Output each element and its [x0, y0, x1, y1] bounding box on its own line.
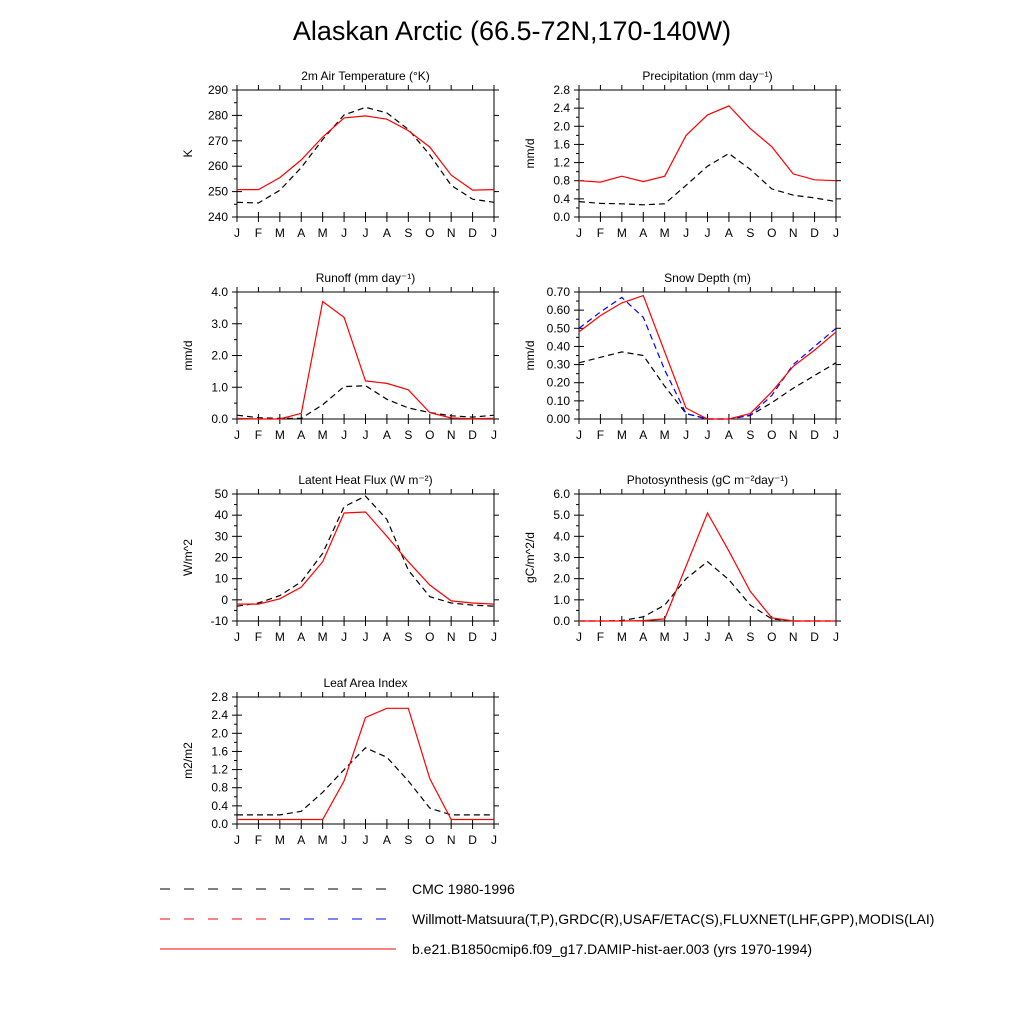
series-line-obs	[579, 154, 836, 205]
panel-title: 2m Air Temperature (°K)	[301, 69, 430, 83]
y-tick-label: 2.0	[553, 571, 570, 586]
chart-panel-2	[523, 69, 841, 240]
x-tick-label: J	[234, 428, 240, 442]
chart-panel-6	[523, 473, 841, 644]
legend-swatch-dashed-black	[158, 880, 398, 900]
y-tick-label: 0.30	[546, 357, 570, 372]
y-tick-label: 30	[214, 529, 228, 544]
chart-panel-5	[181, 473, 499, 644]
x-tick-label: J	[833, 428, 839, 442]
x-tick-label: A	[639, 630, 648, 644]
x-tick-label: J	[362, 226, 369, 240]
x-tick-label: S	[404, 833, 413, 847]
x-tick-label: O	[425, 833, 435, 847]
x-tick-label: O	[425, 226, 435, 240]
y-tick-label: 40	[214, 508, 228, 523]
x-tick-label: O	[425, 630, 435, 644]
x-tick-label: S	[746, 428, 755, 442]
x-tick-label: A	[639, 226, 648, 240]
plot-frame	[237, 292, 494, 419]
x-tick-label: M	[659, 630, 670, 644]
x-tick-label: A	[297, 428, 306, 442]
y-tick-label: 0.8	[211, 780, 228, 795]
y-tick-label: 2.8	[553, 83, 570, 97]
x-tick-label: M	[616, 428, 627, 442]
x-tick-label: J	[576, 226, 582, 240]
x-tick-label: S	[746, 630, 755, 644]
x-tick-label: M	[317, 833, 328, 847]
x-tick-label: J	[362, 833, 369, 847]
x-tick-label: M	[317, 428, 328, 442]
x-tick-label: N	[446, 226, 456, 240]
x-tick-label: A	[724, 428, 733, 442]
y-tick-label: 250	[207, 184, 228, 199]
x-tick-label: A	[297, 226, 306, 240]
x-tick-label: N	[788, 226, 798, 240]
y-tick-label: 0.20	[546, 375, 570, 390]
y-tick-label: 2.4	[211, 708, 228, 723]
x-tick-label: N	[446, 428, 456, 442]
series-line-model	[237, 708, 494, 819]
x-tick-label: M	[659, 428, 670, 442]
x-tick-label: A	[382, 833, 391, 847]
series-line-obs	[237, 107, 494, 203]
x-tick-label: F	[596, 428, 605, 442]
x-tick-label: D	[468, 428, 477, 442]
x-tick-label: F	[254, 630, 263, 644]
x-tick-label: J	[341, 226, 348, 240]
y-tick-label: 260	[207, 159, 228, 174]
x-tick-label: N	[446, 630, 456, 644]
x-tick-label: A	[724, 630, 733, 644]
x-tick-label: F	[254, 833, 263, 847]
x-tick-label: J	[683, 428, 690, 442]
y-tick-label: 0.8	[553, 173, 570, 188]
panel-title: Precipitation (mm day⁻¹)	[642, 69, 773, 83]
x-tick-label: S	[404, 226, 413, 240]
x-tick-label: A	[382, 428, 391, 442]
y-tick-label: 2.0	[211, 348, 228, 363]
series-line-obs	[579, 562, 836, 621]
series-line-model	[237, 116, 494, 190]
y-tick-label: 2.0	[211, 726, 228, 741]
chart-panel-4	[523, 271, 841, 442]
x-tick-label: D	[810, 428, 819, 442]
x-tick-label: J	[341, 428, 348, 442]
y-axis-label: mm/d	[181, 340, 195, 371]
x-tick-label: A	[382, 226, 391, 240]
x-tick-label: A	[382, 630, 391, 644]
y-tick-label: 2.0	[553, 119, 570, 134]
y-tick-label: -10	[210, 614, 228, 628]
x-tick-label: S	[404, 428, 413, 442]
y-tick-label: 0.00	[546, 412, 570, 426]
x-tick-label: D	[468, 833, 477, 847]
x-tick-label: A	[724, 226, 733, 240]
series-line-obs-alt	[579, 297, 836, 419]
x-tick-label: J	[683, 226, 690, 240]
y-tick-label: 1.2	[211, 762, 228, 777]
y-tick-label: 1.0	[211, 380, 228, 395]
x-tick-label: M	[274, 630, 285, 644]
y-tick-label: 0.40	[546, 339, 570, 354]
x-tick-label: J	[576, 630, 582, 644]
y-tick-label: 0.10	[546, 393, 570, 408]
y-tick-label: 2.8	[211, 690, 228, 704]
y-tick-label: 5.0	[553, 508, 570, 523]
legend-swatch-dashed-red-blue	[158, 910, 398, 930]
y-tick-label: 6.0	[553, 487, 570, 501]
x-tick-label: J	[704, 630, 711, 644]
panel-title: Photosynthesis (gC m⁻²day⁻¹)	[626, 473, 789, 487]
x-tick-label: O	[767, 630, 777, 644]
series-line-model	[579, 513, 836, 621]
x-tick-label: O	[767, 226, 777, 240]
y-tick-label: 0.4	[211, 798, 228, 813]
y-axis-label: mm/d	[523, 138, 537, 169]
x-tick-label: M	[317, 630, 328, 644]
series-line-model	[237, 512, 494, 604]
y-tick-label: 0.0	[211, 412, 228, 426]
plot-frame	[237, 90, 494, 217]
series-line-model	[579, 296, 836, 419]
y-tick-label: 1.6	[211, 744, 228, 759]
y-tick-label: 0.50	[546, 321, 570, 336]
y-tick-label: 0.0	[553, 614, 570, 628]
x-tick-label: J	[341, 833, 348, 847]
x-tick-label: A	[297, 630, 306, 644]
y-tick-label: 0	[221, 592, 228, 607]
x-tick-label: N	[788, 630, 798, 644]
y-tick-label: 0.70	[546, 285, 570, 299]
series-line-obs	[579, 352, 836, 419]
y-axis-label: mm/d	[523, 340, 537, 371]
x-tick-label: D	[810, 226, 819, 240]
y-axis-label: m2/m2	[181, 742, 195, 779]
x-tick-label: S	[404, 630, 413, 644]
x-tick-label: J	[833, 226, 839, 240]
x-tick-label: A	[297, 833, 306, 847]
plot-frame	[579, 292, 836, 419]
y-tick-label: 3.0	[211, 316, 228, 331]
x-tick-label: M	[274, 833, 285, 847]
x-tick-label: J	[362, 630, 369, 644]
y-tick-label: 290	[207, 83, 228, 97]
y-tick-label: 1.6	[553, 137, 570, 152]
legend-label: b.e21.B1850cmip6.f09_g17.DAMIP-hist-aer.003 (yrs 1970-1994)	[412, 941, 813, 957]
x-tick-label: J	[491, 630, 497, 644]
panel-title: Leaf Area Index	[323, 676, 408, 690]
y-tick-label: 50	[214, 487, 228, 501]
y-tick-label: 10	[214, 571, 228, 586]
x-tick-label: D	[810, 630, 819, 644]
legend-label: CMC 1980-1996	[412, 881, 515, 897]
x-tick-label: J	[234, 833, 240, 847]
x-tick-label: F	[596, 630, 605, 644]
x-tick-label: S	[746, 226, 755, 240]
x-tick-label: M	[274, 428, 285, 442]
x-tick-label: J	[704, 226, 711, 240]
x-tick-label: J	[234, 226, 240, 240]
y-tick-label: 1.0	[553, 592, 570, 607]
x-tick-label: J	[234, 630, 240, 644]
x-tick-label: J	[491, 428, 497, 442]
panel-title: Snow Depth (m)	[664, 271, 751, 285]
y-tick-label: 0.60	[546, 303, 570, 318]
y-tick-label: 4.0	[211, 285, 228, 299]
y-tick-label: 20	[214, 550, 228, 565]
x-tick-label: J	[491, 226, 497, 240]
series-line-obs	[237, 386, 494, 419]
y-tick-label: 270	[207, 133, 228, 148]
y-tick-label: 0.4	[553, 191, 570, 206]
x-tick-label: J	[341, 630, 348, 644]
series-line-model	[237, 302, 494, 420]
plot-frame	[579, 90, 836, 217]
y-tick-label: 280	[207, 108, 228, 123]
plot-frame	[237, 697, 494, 824]
y-axis-label: W/m^2	[181, 539, 195, 576]
x-tick-label: D	[468, 630, 477, 644]
y-tick-label: 240	[207, 210, 228, 224]
x-tick-label: F	[254, 226, 263, 240]
x-tick-label: D	[468, 226, 477, 240]
x-tick-label: M	[616, 630, 627, 644]
x-tick-label: F	[254, 428, 263, 442]
legend-swatch-solid-red	[158, 940, 398, 960]
y-tick-label: 4.0	[553, 529, 570, 544]
y-axis-label: gC/m^2/d	[523, 532, 537, 583]
x-tick-label: O	[767, 428, 777, 442]
panel-title: Runoff (mm day⁻¹)	[315, 271, 416, 285]
x-tick-label: J	[704, 428, 711, 442]
plot-frame	[237, 494, 494, 621]
panel-title: Latent Heat Flux (W m⁻²)	[298, 473, 433, 487]
figure-title: Alaskan Arctic (66.5-72N,170-140W)	[292, 16, 732, 46]
chart-panel-1	[181, 69, 499, 240]
chart-panel-7	[181, 676, 499, 847]
x-tick-label: J	[683, 630, 690, 644]
chart-panel-3	[181, 271, 499, 442]
x-tick-label: M	[274, 226, 285, 240]
x-tick-label: J	[833, 630, 839, 644]
x-tick-label: J	[576, 428, 582, 442]
x-tick-label: M	[317, 226, 328, 240]
x-tick-label: J	[362, 428, 369, 442]
x-tick-label: M	[659, 226, 670, 240]
x-tick-label: N	[446, 833, 456, 847]
x-tick-label: O	[425, 428, 435, 442]
series-line-obs	[237, 748, 494, 815]
x-tick-label: F	[596, 226, 605, 240]
x-tick-label: N	[788, 428, 798, 442]
y-tick-label: 1.2	[553, 155, 570, 170]
y-tick-label: 0.0	[211, 817, 228, 831]
series-line-model	[579, 106, 836, 182]
x-tick-label: A	[639, 428, 648, 442]
legend-label: Willmott-Matsuura(T,P),GRDC(R),USAF/ETAC(S),FLUXNET(LHF,GPP),MODIS(LAI)	[412, 911, 935, 927]
y-tick-label: 3.0	[553, 550, 570, 565]
y-tick-label: 0.0	[553, 210, 570, 224]
x-tick-label: J	[491, 833, 497, 847]
y-axis-label: K	[181, 149, 195, 158]
x-tick-label: M	[616, 226, 627, 240]
y-tick-label: 2.4	[553, 101, 570, 116]
